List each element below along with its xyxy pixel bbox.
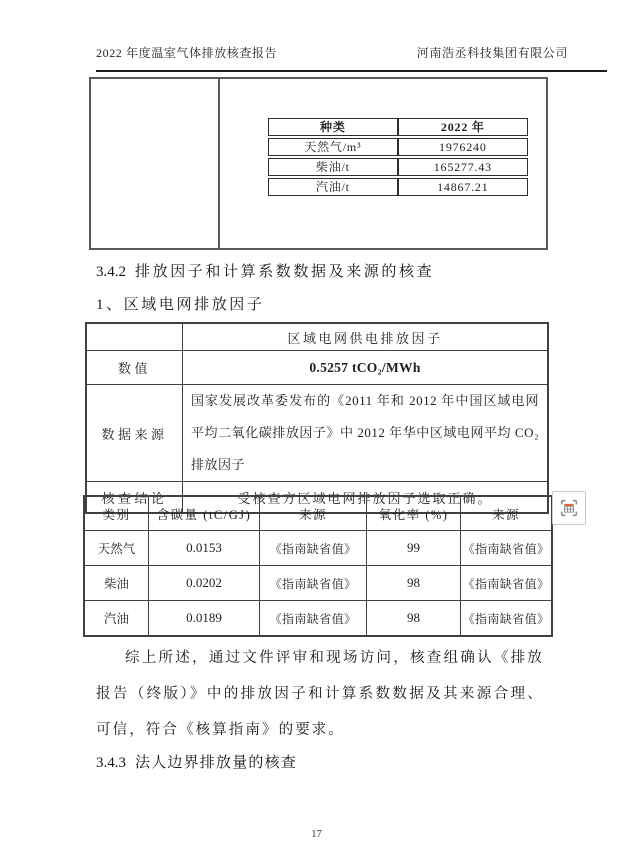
table-row xyxy=(84,566,552,601)
carbon-content-cell: 0.0189 xyxy=(149,601,260,637)
oxidation-rate-header: 氧化率 (%) xyxy=(367,496,461,531)
carbon-content-header: 含碳量 (tC/GJ) xyxy=(149,496,260,531)
page-number: 17 xyxy=(311,829,322,840)
table-header-row xyxy=(84,496,552,531)
section-3-4-2-heading xyxy=(96,260,434,281)
source-cell: 《指南缺省值》 xyxy=(461,531,553,566)
fuel-name-cell: 汽油/t xyxy=(268,178,398,196)
source-header: 来源 xyxy=(461,496,553,531)
grid-emission-factor-table xyxy=(85,322,549,514)
conclusion-text-cell: 受核查方区域电网排放因子选取正确。 xyxy=(183,482,549,514)
conclusion-paragraph: 综上所述，通过文件评审和现场访问，核查组确认《排放报告（终版）》中的排放因子和计算系数数据及其来源合理、可信，符合《核算指南》的要求。 xyxy=(96,650,544,738)
table-row xyxy=(268,158,528,176)
carbon-content-cell: 0.0153 xyxy=(149,531,260,566)
source-cell: 《指南缺省值》 xyxy=(461,566,553,601)
grid-factor-title-cell: 区域电网供电排放因子 xyxy=(183,323,549,351)
table-header-row xyxy=(268,118,528,136)
oxidation-rate-cell: 98 xyxy=(367,566,461,601)
header-report-title: 2022 年度温室气体排放核查报告 xyxy=(96,46,278,60)
table-row xyxy=(86,385,548,482)
list-item-1-grid-factor: 1、区域电网排放因子 xyxy=(96,297,265,313)
table-row xyxy=(86,323,548,351)
category-header: 类别 xyxy=(84,496,149,531)
section-title-text: 排放因子和计算系数数据及来源的核查 xyxy=(135,264,435,280)
header-company-name: 河南浩丞科技集团有限公司 xyxy=(416,46,568,60)
header-divider xyxy=(96,70,607,72)
fuel-consumption-table xyxy=(268,116,528,198)
data-source-text-cell: 国家发展改革委发布的《2011 年和 2012 年中国区域电网平均二氧化碳排放因子》中 2012 年华中区域电网平均 CO₂ 排放因子 xyxy=(183,385,549,482)
carbon-coefficient-table xyxy=(83,495,553,637)
section-number: 3.4.3 xyxy=(96,755,126,771)
category-cell: 汽油 xyxy=(84,601,149,637)
fuel-value-cell: 14867.21 xyxy=(398,178,528,196)
table-row xyxy=(268,138,528,156)
category-cell: 柴油 xyxy=(84,566,149,601)
source-header: 来源 xyxy=(260,496,367,531)
category-cell: 天然气 xyxy=(84,531,149,566)
table-row xyxy=(84,601,552,637)
source-cell: 《指南缺省值》 xyxy=(260,531,367,566)
fuel-value-cell: 1976240 xyxy=(398,138,528,156)
year-2022-header: 2022 年 xyxy=(398,118,528,136)
figure-frame-left-cell xyxy=(91,79,220,248)
value-label-cell: 数值 xyxy=(86,351,183,385)
data-source-label-cell: 数据来源 xyxy=(86,385,183,482)
oxidation-rate-cell: 99 xyxy=(367,531,461,566)
empty-cell xyxy=(86,323,183,351)
source-cell: 《指南缺省值》 xyxy=(461,601,553,637)
conclusion-label-cell: 核查结论 xyxy=(86,482,183,514)
fuel-name-cell: 柴油/t xyxy=(268,158,398,176)
table-row xyxy=(86,351,548,385)
section-title-text: 法人边界排放量的核查 xyxy=(135,755,298,771)
section-number: 3.4.2 xyxy=(96,264,126,280)
table-row xyxy=(268,178,528,196)
table-capture-icon xyxy=(558,497,580,519)
source-cell: 《指南缺省值》 xyxy=(260,601,367,637)
section-3-4-3-heading xyxy=(96,751,297,772)
oxidation-rate-cell: 98 xyxy=(367,601,461,637)
factor-value-cell: 0.5257 tCO₂/MWh xyxy=(183,351,549,385)
extract-table-button[interactable] xyxy=(552,491,586,525)
carbon-content-cell: 0.0202 xyxy=(149,566,260,601)
fuel-name-cell: 天然气/m³ xyxy=(268,138,398,156)
table-row xyxy=(84,531,552,566)
source-cell: 《指南缺省值》 xyxy=(260,566,367,601)
fuel-type-header: 种类 xyxy=(268,118,398,136)
fuel-value-cell: 165277.43 xyxy=(398,158,528,176)
